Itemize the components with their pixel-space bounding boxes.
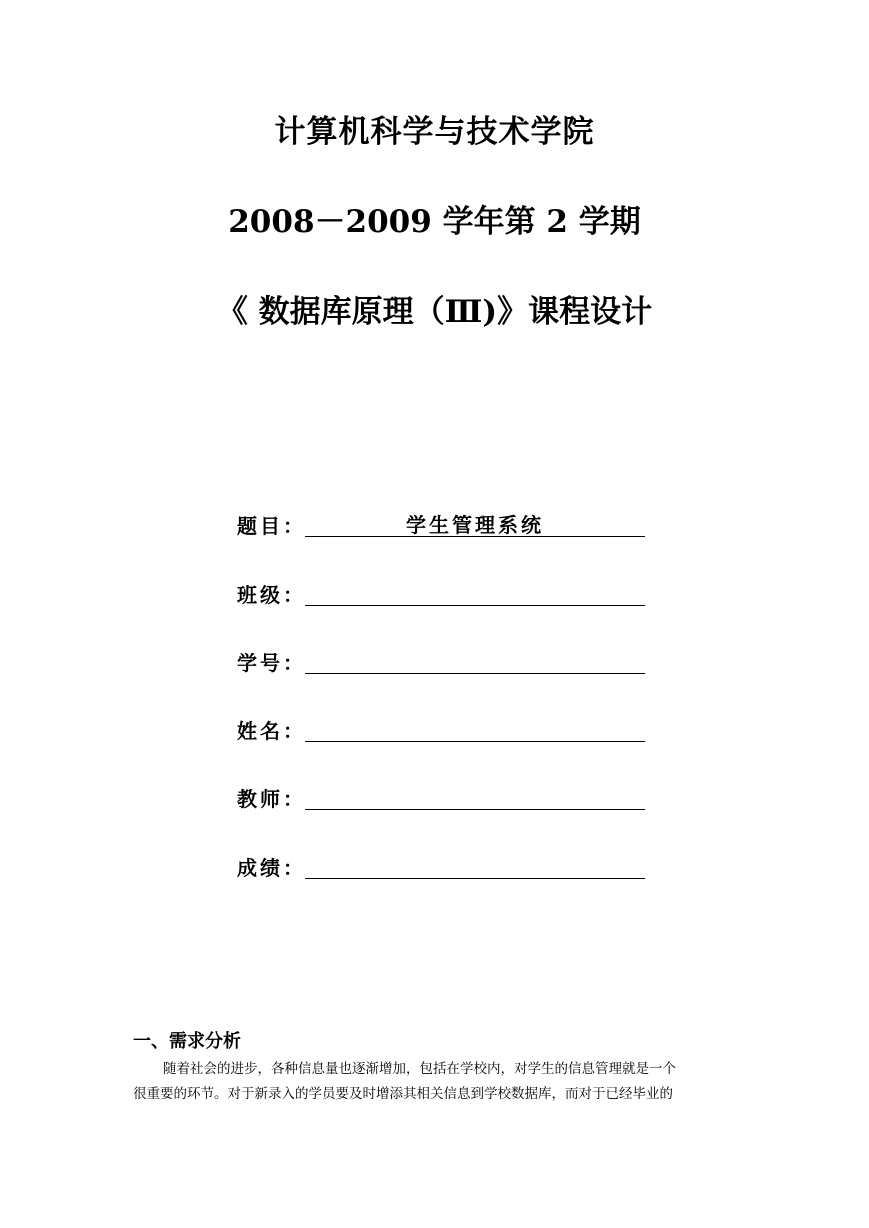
teacher-field [305,787,645,810]
student-id-label: 学号： [237,651,306,675]
school-title: 计算机科学与技术学院 [274,114,595,150]
body-text-line: 随着社会的进步，各种信息量也逐渐增加，包括在学校内，对学生的信息管理就是一个 [163,1061,676,1077]
course-title: 《 数据库原理（Ⅲ)》课程设计 [216,294,653,330]
topic-field: 学生管理系统 [305,514,645,537]
topic-label: 题目： [237,514,306,538]
name-field [305,719,645,742]
grade-label: 成绩： [237,856,306,880]
name-label: 姓名： [237,719,306,743]
student-id-field [305,651,645,674]
body-text-line: 很重要的环节。对于新录入的学员要及时增添其相关信息到学校数据库，而对于已经毕业的 [133,1086,673,1102]
class-label: 班级： [237,583,306,607]
section-heading: 一、需求分析 [133,1031,241,1052]
teacher-label: 教师： [237,787,306,811]
term-title: 2008－2009 学年第 2 学期 [228,204,641,240]
class-field [305,583,645,606]
grade-field [305,856,645,879]
